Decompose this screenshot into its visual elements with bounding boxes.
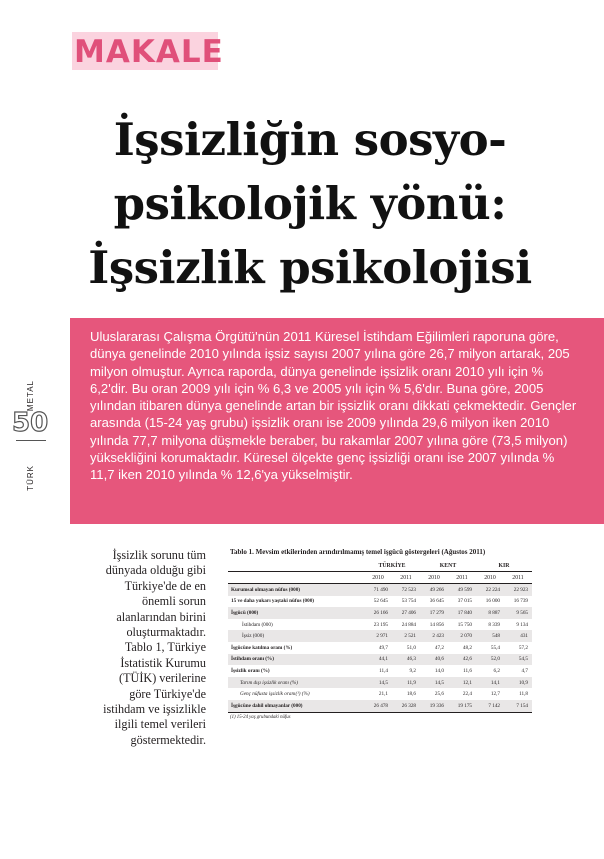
table-cell: 23 195 bbox=[373, 621, 388, 628]
table-cell: 55,4 bbox=[490, 644, 500, 651]
table-cell: 47,2 bbox=[434, 644, 444, 651]
table-cell: 11,6 bbox=[463, 667, 472, 674]
title-line: psikolojik yönü: bbox=[113, 177, 507, 230]
table-cell: 2 070 bbox=[448, 630, 476, 642]
table-cell: 9 565 bbox=[504, 607, 532, 619]
table-cell: 49 266 bbox=[420, 584, 448, 596]
table-row bbox=[228, 596, 532, 608]
year-header: 2011 bbox=[504, 572, 532, 584]
title-line: İşsizliğin sosyo- bbox=[113, 113, 507, 166]
table-row bbox=[228, 665, 532, 677]
table-group-header bbox=[228, 560, 532, 572]
table-cell: 37 015 bbox=[457, 598, 472, 605]
table-cell: 8 339 bbox=[488, 621, 500, 628]
column-group-header: KENT bbox=[420, 560, 476, 572]
data-table-block bbox=[228, 548, 532, 720]
table-title: Tablo 1. Mevsim etkilerinden arındırılmamış temel işgücü göstergeleri (Ağustos 2011) bbox=[230, 548, 486, 556]
article-title bbox=[70, 108, 550, 300]
abstract-box bbox=[70, 318, 604, 524]
table-row bbox=[228, 584, 532, 596]
table-cell: 9 134 bbox=[516, 621, 528, 628]
row-label: İşgücüne dahil olmayanlar (000) bbox=[228, 700, 364, 712]
row-label: 15 ve daha yukarı yaştaki nüfus (000) bbox=[231, 598, 315, 605]
table-cell: 19 336 bbox=[420, 700, 448, 712]
table-corner bbox=[228, 560, 364, 572]
table-cell: 14,5 bbox=[420, 677, 448, 689]
table-cell: 22 224 bbox=[476, 584, 504, 596]
table-cell: 14,5 bbox=[364, 677, 392, 689]
table-cell: 16 739 bbox=[513, 598, 528, 605]
row-label: Genç nüfusta işsizlik oranı(¹) (%) bbox=[240, 691, 310, 698]
table-cell: 2 971 bbox=[364, 630, 392, 642]
table-row bbox=[228, 619, 532, 631]
row-label: İşgücü (000) bbox=[228, 607, 364, 619]
data-table bbox=[228, 560, 532, 713]
table-footnote: (1) 15-24 yaş grubundaki nüfus bbox=[230, 714, 291, 720]
table-row bbox=[228, 642, 532, 654]
table-cell: 2 521 bbox=[392, 630, 420, 642]
table-cell: 10,9 bbox=[504, 677, 532, 689]
page-number: 50 bbox=[12, 408, 49, 438]
table-cell: 54,5 bbox=[504, 654, 532, 666]
table-cell: 44,1 bbox=[364, 654, 392, 666]
table-cell: 15 750 bbox=[457, 621, 472, 628]
table-cell: 71 490 bbox=[364, 584, 392, 596]
table-cell: 46,3 bbox=[392, 654, 420, 666]
table-cell: 14 856 bbox=[429, 621, 444, 628]
table-cell: 8 887 bbox=[476, 607, 504, 619]
table-cell: 25,6 bbox=[434, 691, 444, 698]
table-row bbox=[228, 688, 532, 700]
table-cell: 12,7 bbox=[490, 691, 500, 698]
table-cell: 14,1 bbox=[476, 677, 504, 689]
table-cell: 26 328 bbox=[392, 700, 420, 712]
abstract-text: Uluslararası Çalışma Örgütü'nün 2011 Küresel İstihdam Eğilimleri raporuna göre, dünya genelinde 2010 yılında işsiz sayısı 2007 yılına göre 26,7 milyon artarak, 205 milyon olmuştur. Ayrıca raporda, dünya genelinde işsizlik oranı 2010 yılı için % 6,2'dir. Bu oran 2009 yılı için % 6,3 ve 2005 yılı için % 5,6'dır. Buna göre, 2005 yılından itibaren dünya genelinde artan bir işsizlik oranı dikkati çekmektedir. Gençler arasında (15-24 yaş grubu) işsizlik oranı ise 2009 yılında 29,6 milyon iken 2010 yılında 77,7 milyona düşmekle beraber, bu rakamlar 2007 yılına göre (73,5 milyon) yüksekliğini korumaktadır. Küresel ölçekte genç işsizliği oranı ise 2007 yılında % 11,7 iken 2010 yılında % 12,6'ya yükselmiştir. bbox=[90, 329, 577, 483]
table-cell: 14,0 bbox=[434, 667, 444, 674]
row-label: İstihdam (000) bbox=[242, 621, 273, 628]
table-cell: 72 523 bbox=[392, 584, 420, 596]
table-row bbox=[228, 700, 532, 712]
table-cell: 11,8 bbox=[519, 691, 528, 698]
column-group-header: TÜRKİYE bbox=[364, 560, 420, 572]
row-label: İşsizlik oranı (%) bbox=[231, 667, 270, 674]
table-cell: 40,6 bbox=[420, 654, 448, 666]
table-cell: 52,0 bbox=[476, 654, 504, 666]
table-cell: 431 bbox=[504, 630, 532, 642]
table-cell: 19 175 bbox=[448, 700, 476, 712]
table-row bbox=[228, 654, 532, 666]
table-cell: 49,7 bbox=[378, 644, 388, 651]
table-cell: 11,9 bbox=[392, 677, 420, 689]
table-cell: 18,6 bbox=[406, 691, 416, 698]
table-cell: 4,7 bbox=[521, 667, 528, 674]
row-label: Tarım dışı işsizlik oranı (%) bbox=[228, 677, 364, 689]
row-label: İşgücüne katılma oranı (%) bbox=[231, 644, 293, 651]
intro-paragraph: İşsizlik sorunu tüm dünyada olduğu gibi Türkiye'de de en önemli sorun alanlarından birini oluşturmaktadır. Tablo 1, Türkiye İstatistik Kurumu (TÜİK) verilerine göre Türkiye'de istihdam ve işsizlikle ilgili temel verileri göstermektedir. bbox=[103, 548, 206, 747]
magazine-name-top: METAL bbox=[26, 380, 35, 412]
table-year-header bbox=[228, 572, 532, 584]
row-label: İstihdam oranı (%) bbox=[228, 654, 364, 666]
table-cell: 17 279 bbox=[420, 607, 448, 619]
table-cell: 42,6 bbox=[448, 654, 476, 666]
table-cell: 2 423 bbox=[420, 630, 448, 642]
table-cell: 7 142 bbox=[476, 700, 504, 712]
table-cell: 6,2 bbox=[493, 667, 500, 674]
section-label-text: MAKALE bbox=[74, 34, 224, 70]
row-label: Kurumsal olmayan nüfus (000) bbox=[228, 584, 364, 596]
table-cell: 24 884 bbox=[401, 621, 416, 628]
table-row bbox=[228, 630, 532, 642]
title-line: İşsizlik psikolojisi bbox=[88, 241, 532, 294]
table-cell: 22,4 bbox=[462, 691, 472, 698]
table-cell: 36 645 bbox=[429, 598, 444, 605]
table-cell: 26 166 bbox=[364, 607, 392, 619]
section-label bbox=[72, 32, 224, 70]
page-margin-info bbox=[0, 370, 58, 520]
table-cell: 548 bbox=[476, 630, 504, 642]
year-header: 2011 bbox=[392, 572, 420, 584]
table-cell: 51,0 bbox=[406, 644, 416, 651]
table-cell: 21,1 bbox=[378, 691, 388, 698]
table-cell: 52 645 bbox=[373, 598, 388, 605]
divider bbox=[16, 440, 46, 441]
table-cell: 16 000 bbox=[485, 598, 500, 605]
table-cell: 7 154 bbox=[504, 700, 532, 712]
year-header: 2010 bbox=[420, 572, 448, 584]
year-header: 2010 bbox=[476, 572, 504, 584]
year-header: 2010 bbox=[364, 572, 392, 584]
table-cell: 49 599 bbox=[448, 584, 476, 596]
table-row bbox=[228, 677, 532, 689]
magazine-name-bottom: TÜRK bbox=[26, 465, 35, 491]
table-corner bbox=[228, 572, 364, 584]
table-cell: 9,2 bbox=[409, 667, 416, 674]
table-cell: 12,1 bbox=[448, 677, 476, 689]
table-cell: 26 478 bbox=[364, 700, 392, 712]
table-cell: 53 754 bbox=[401, 598, 416, 605]
table-cell: 11,4 bbox=[379, 667, 388, 674]
table-cell: 22 923 bbox=[504, 584, 532, 596]
table-body bbox=[228, 584, 532, 713]
table-cell: 48,2 bbox=[462, 644, 472, 651]
year-header: 2011 bbox=[448, 572, 476, 584]
row-label: İşsiz (000) bbox=[228, 630, 364, 642]
table-cell: 17 840 bbox=[448, 607, 476, 619]
table-cell: 57,2 bbox=[518, 644, 528, 651]
column-group-header: KIR bbox=[476, 560, 532, 572]
table-cell: 27 406 bbox=[392, 607, 420, 619]
table-row bbox=[228, 607, 532, 619]
